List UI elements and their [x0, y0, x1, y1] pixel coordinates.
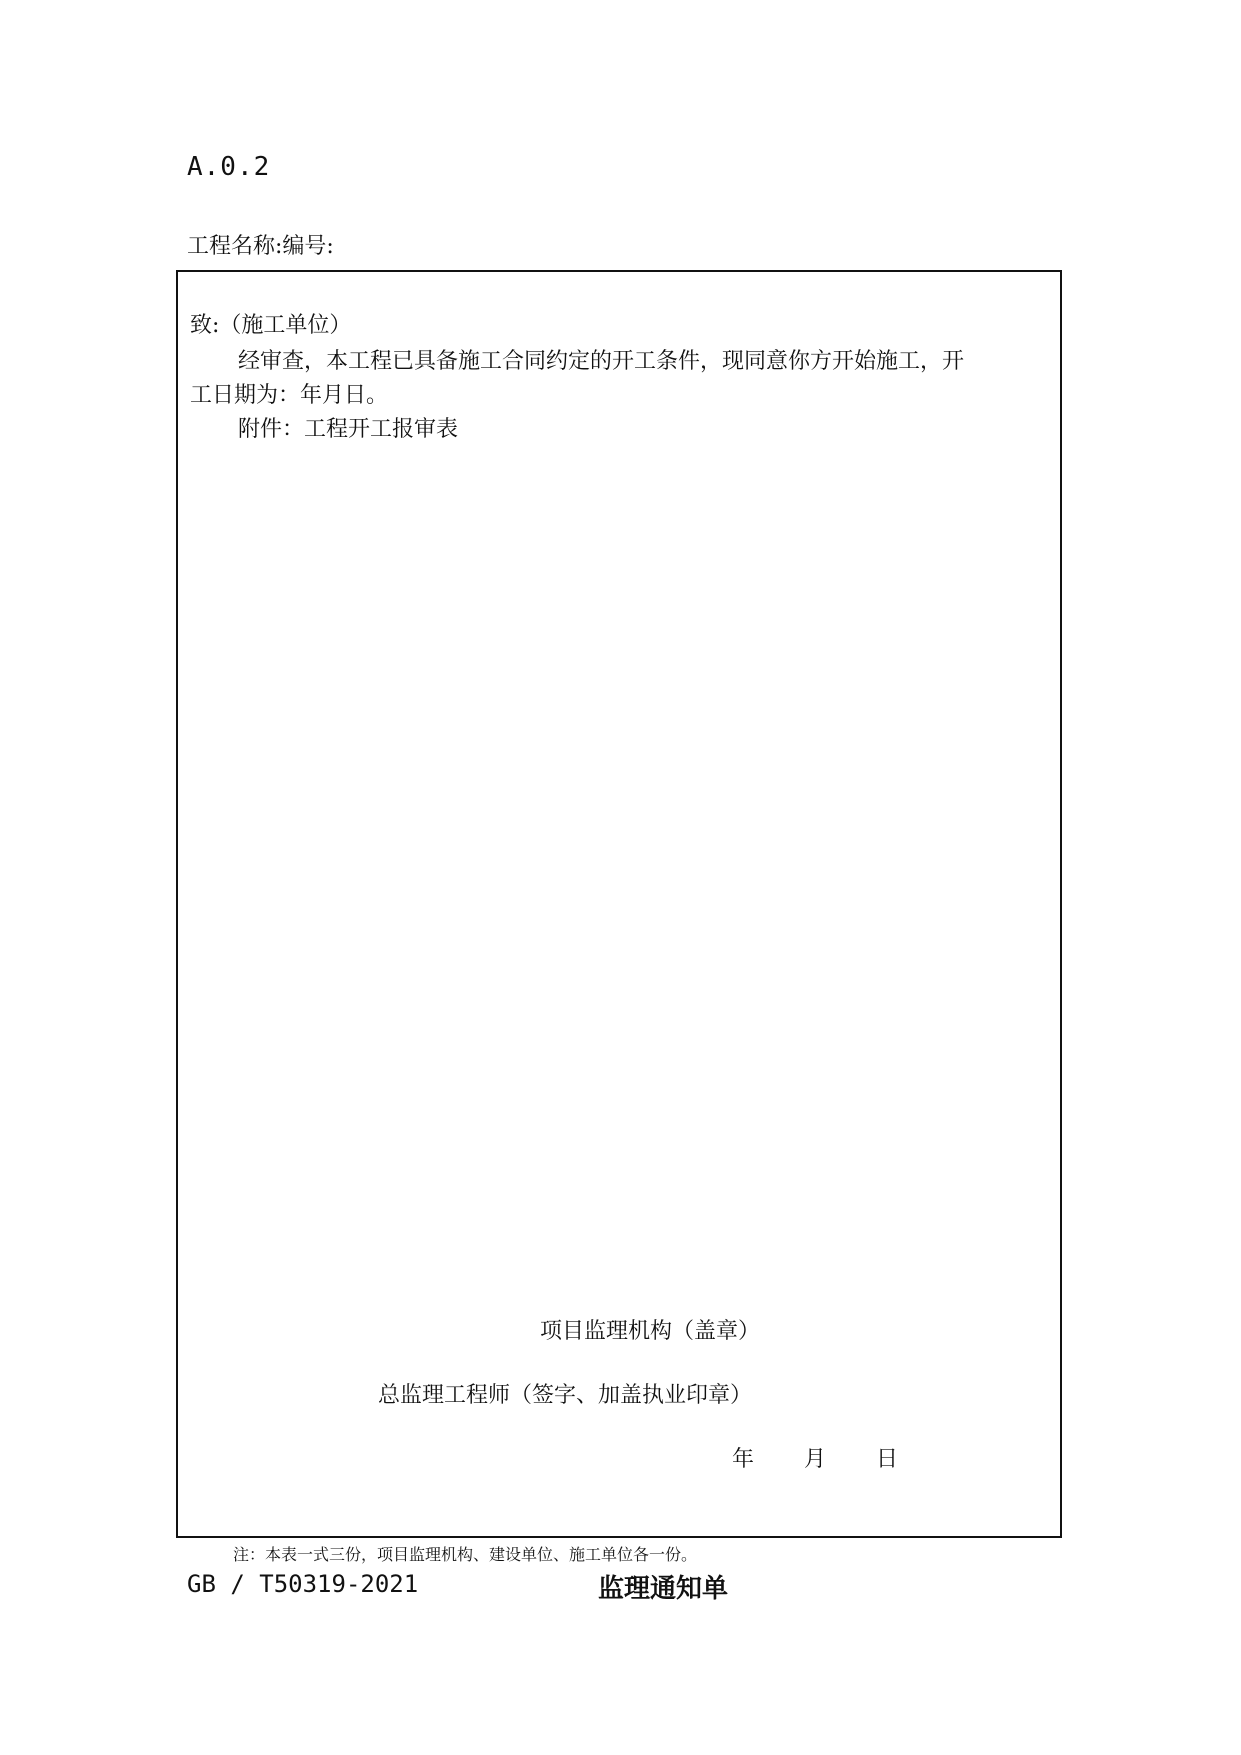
form-title: 监理通知单 — [598, 1574, 729, 1604]
number-label: 编号: — [282, 234, 334, 259]
form-box — [176, 270, 1062, 1538]
body-text-line-1: 经审查，本工程已具备施工合同约定的开工条件，现同意你方开始施工，开 — [238, 349, 965, 374]
project-name-label: 工程名称: — [187, 234, 283, 259]
attachment-line: 附件：工程开工报审表 — [238, 417, 459, 442]
date-year: 年 — [732, 1447, 755, 1472]
date-month: 月 — [804, 1447, 827, 1472]
footnote: 注：本表一式三份，项目监理机构、建设单位、施工单位各一份。 — [233, 1545, 698, 1564]
chief-engineer-signature-label: 总监理工程师（签字、加盖执业印章） — [378, 1383, 753, 1408]
recipient-line: 致:（施工单位） — [190, 313, 352, 338]
header-meta — [187, 229, 334, 260]
date-day: 日 — [876, 1447, 899, 1472]
body-text-line-2: 工日期为：年月日。 — [190, 383, 389, 408]
document-id: A.0.2 — [187, 152, 271, 182]
organization-stamp-label: 项目监理机构（盖章） — [540, 1319, 761, 1344]
standard-code: GB / T50319-2021 — [187, 1570, 419, 1598]
date-row — [732, 1442, 898, 1473]
